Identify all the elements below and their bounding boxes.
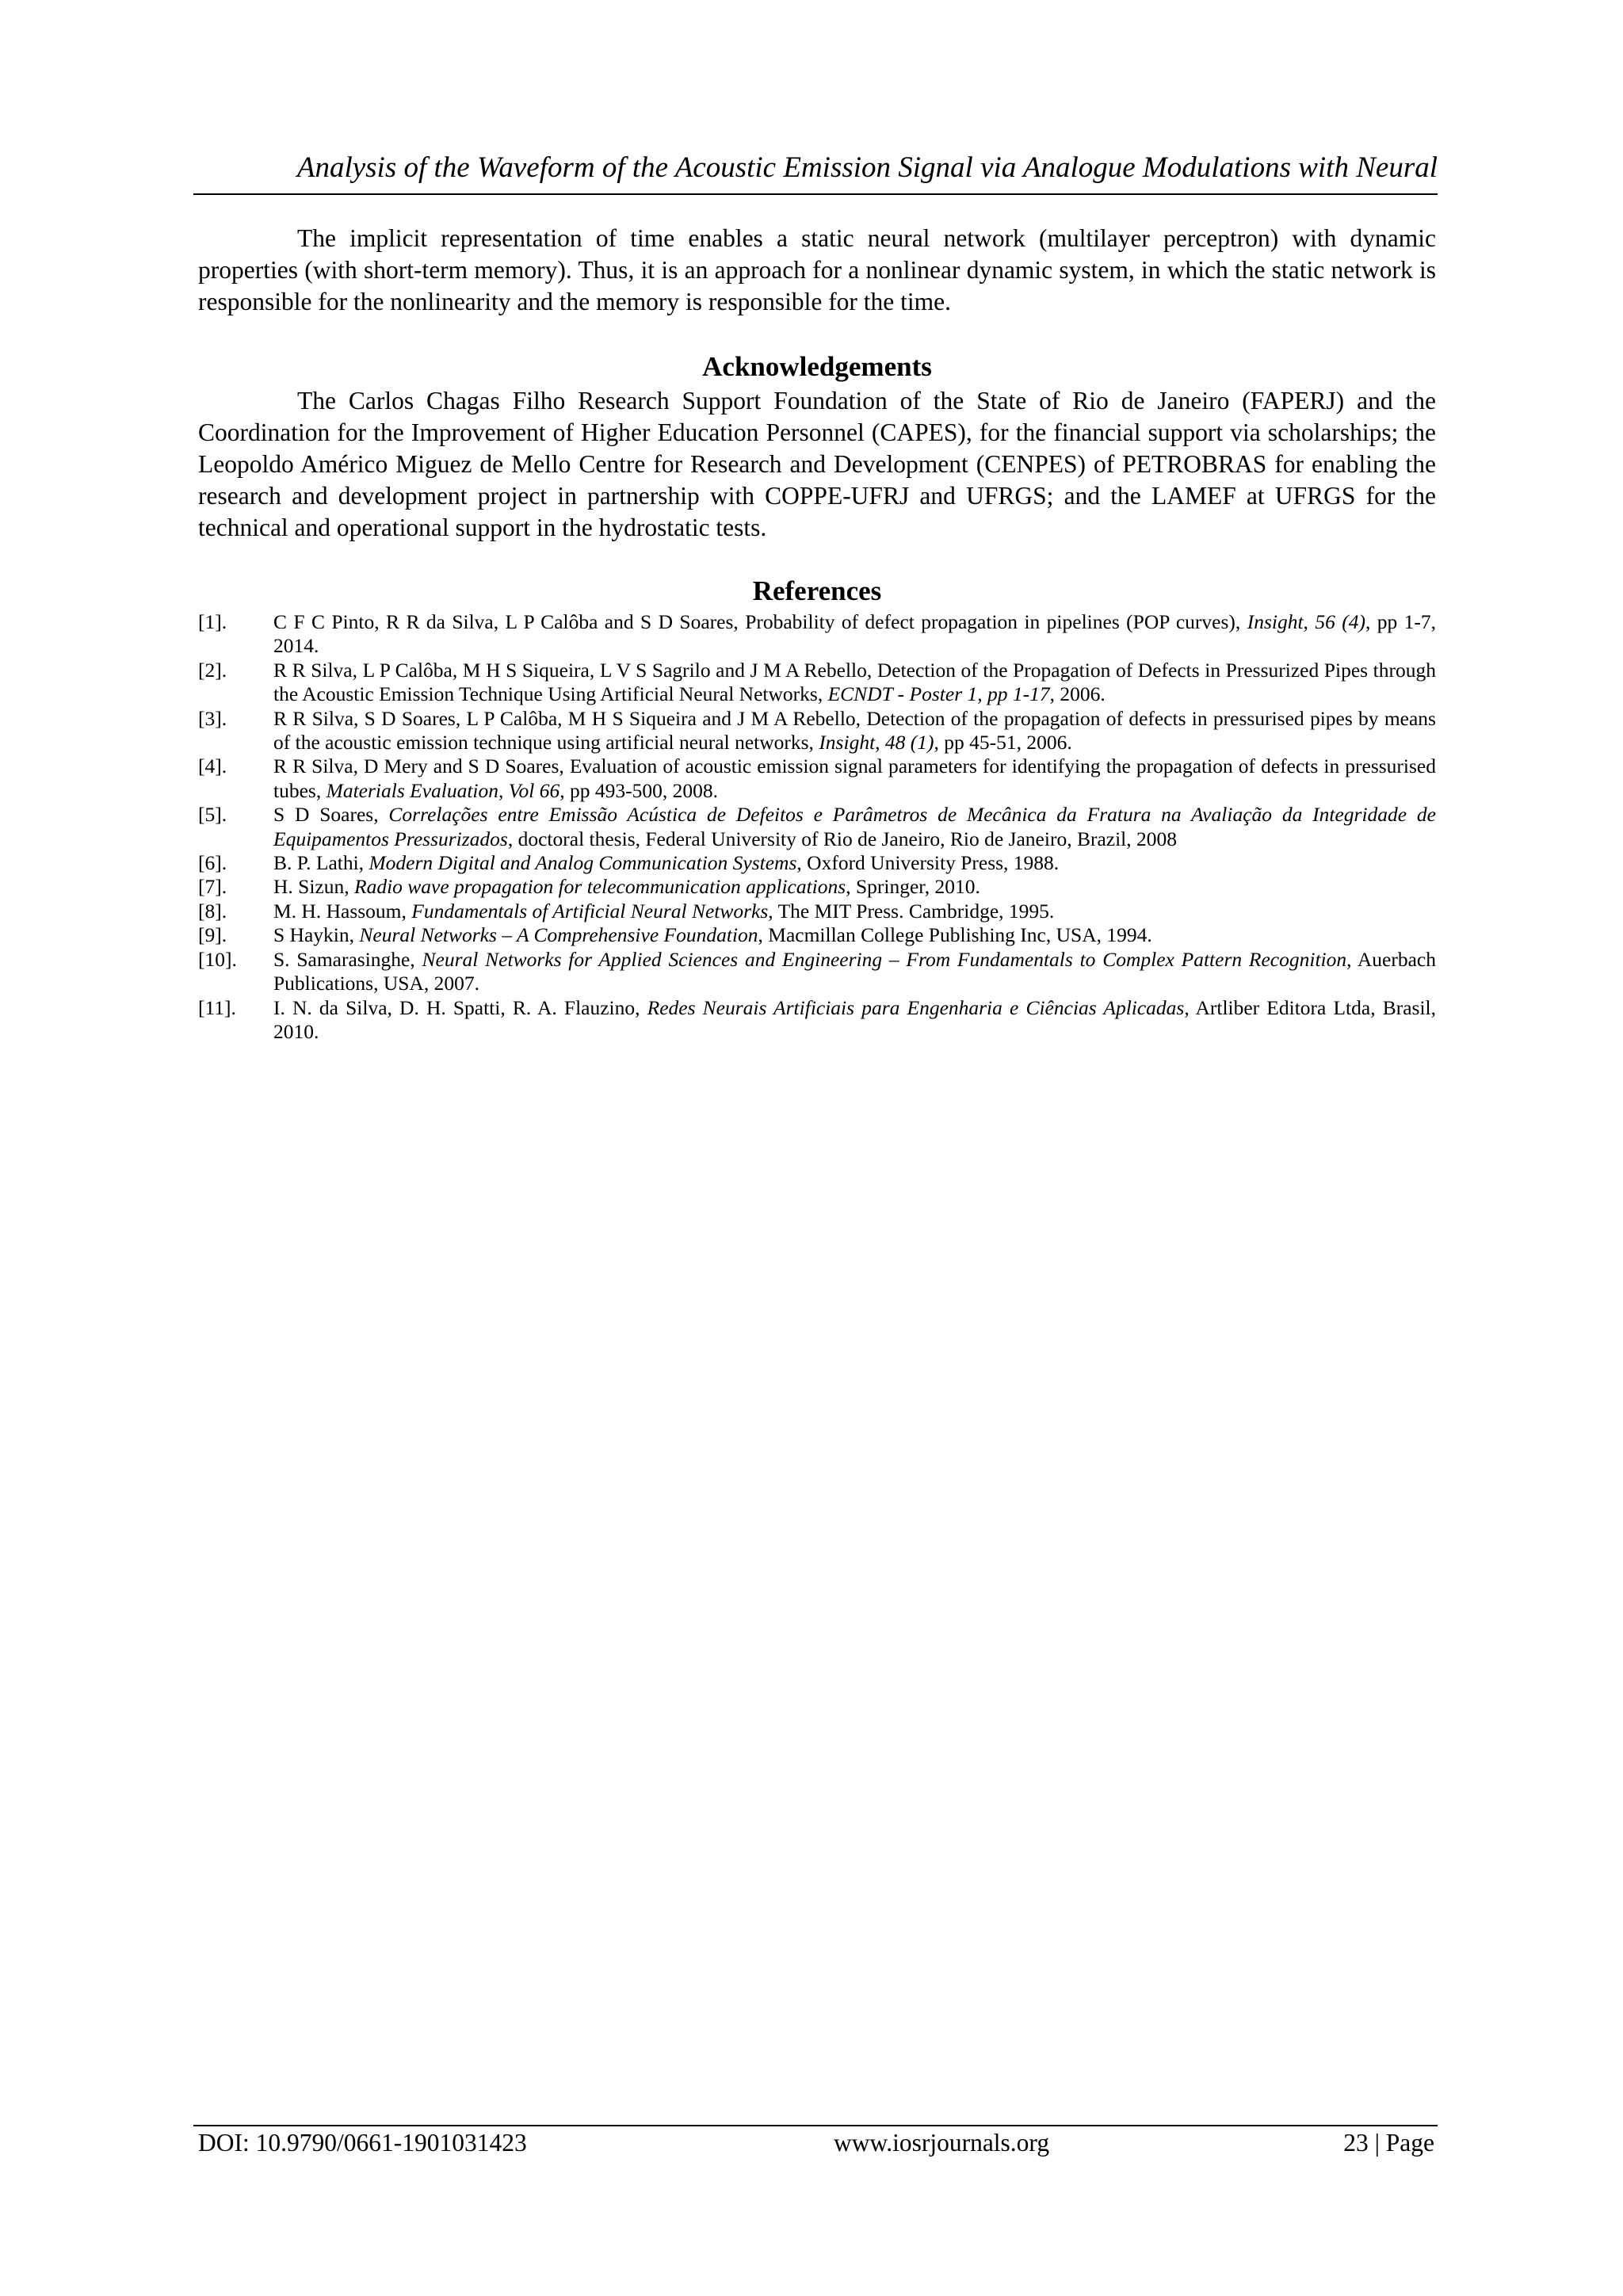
reference-item: [198, 948, 1436, 996]
reference-text: [273, 755, 1436, 803]
reference-source: Neural Networks for Applied Sciences and Engineering – From Fundamentals to Complex Pattern Recognition: [422, 947, 1347, 971]
reference-source: Neural Networks – A Comprehensive Foundation: [359, 923, 758, 947]
reference-source: Correlações entre Emissão Acústica de Defeitos e Parâmetros de Mecânica da Fratura na Avaliação da Integridade de Equipamentos Pressurizados: [273, 803, 1436, 850]
reference-text: [273, 996, 1436, 1045]
reference-number: [9].: [198, 923, 227, 947]
reference-details: , Auerbach Publications, USA, 2007.: [273, 947, 1436, 995]
reference-text: [273, 900, 1436, 923]
reference-source: Insight, 56 (4): [1247, 610, 1365, 633]
reference-source: Modern Digital and Analog Communication Systems: [369, 851, 797, 875]
reference-item: [198, 755, 1436, 803]
reference-item: [198, 875, 1436, 899]
body-paragraph: The implicit representation of time enables a static neural network (multilayer perceptron) with dynamic properties (with short-term memory). Thus, it is an approach for a nonlinear dynamic system, in which the static network is responsible for the nonlinearity and the memory is responsible for the time.: [198, 224, 1436, 315]
reference-authors-title: I. N. da Silva, D. H. Spatti, R. A. Flauzino,: [273, 995, 647, 1019]
reference-item: [198, 610, 1436, 659]
reference-details: , doctoral thesis, Federal University of Rio de Janeiro, Rio de Janeiro, Brazil, 2008: [507, 827, 1177, 850]
reference-details: , Oxford University Press, 1988.: [796, 851, 1060, 875]
reference-item: [198, 803, 1436, 851]
reference-item: [198, 900, 1436, 923]
reference-number: [6].: [198, 851, 227, 875]
reference-authors-title: R R Silva, D Mery and S D Soares, Evaluation of acoustic emission signal parameters for identifying the propagation of defects in pressurised tubes,: [273, 755, 1436, 802]
reference-item: [198, 923, 1436, 947]
reference-details: , 2006.: [1049, 682, 1106, 706]
reference-details: , Macmillan College Publishing Inc, USA, 1994.: [758, 923, 1152, 947]
reference-source: Insight, 48 (1): [819, 731, 934, 755]
reference-text: [273, 610, 1436, 659]
reference-details: , pp 45-51, 2006.: [934, 731, 1072, 755]
reference-authors-title: R R Silva, L P Calôba, M H S Siqueira, L V S Sagrilo and J M A Rebello, Detection of the Propagation of Defects in Pressurized Pipes through the Acoustic Emission Technique Using Artificial Neural Networks,: [273, 658, 1436, 706]
reference-item: [198, 659, 1436, 707]
reference-authors-title: M. H. Hassoum,: [273, 899, 412, 923]
reference-text: [273, 923, 1436, 947]
reference-source: Redes Neurais Artificiais para Engenharia e Ciências Aplicadas: [647, 995, 1185, 1019]
reference-text: [273, 659, 1436, 707]
reference-source: ECNDT - Poster 1, pp 1-17: [827, 682, 1050, 706]
reference-text: [273, 875, 1436, 899]
reference-authors-title: S D Soares,: [273, 803, 389, 827]
reference-list: [198, 610, 1436, 1044]
reference-item: [198, 851, 1436, 875]
reference-details: , The MIT Press. Cambridge, 1995.: [768, 899, 1055, 923]
reference-number: [11].: [198, 995, 236, 1019]
reference-number: [10].: [198, 947, 237, 971]
reference-authors-title: S Haykin,: [273, 923, 360, 947]
reference-authors-title: R R Silva, S D Soares, L P Calôba, M H S Siqueira and J M A Rebello, Detection of the propagation of defects in pressurised pipes by means of the acoustic emission technique using artificial neural networks,: [273, 706, 1436, 755]
reference-details: , pp 493-500, 2008.: [559, 778, 718, 802]
reference-text: [273, 948, 1436, 996]
reference-item: [198, 707, 1436, 755]
reference-number: [2].: [198, 658, 227, 682]
acknowledgements-paragraph: The Carlos Chagas Filho Research Support Foundation of the State of Rio de Janeiro (FAPERJ) and the Coordination for the Improvement of Higher Education Personnel (CAPES), for the financial support via scholarships; the Leopoldo Américo Miguez de Mello Centre for Research and Development (CENPES) of PETROBRAS for enabling the research and development project in partnership with COPPE-UFRJ and UFRGS; and the LAMEF at UFRGS for the technical and operational support in the hydrostatic tests.: [198, 387, 1436, 541]
reference-source: Fundamentals of Artificial Neural Networks: [411, 899, 769, 923]
reference-details: , pp 1-7, 2014.: [273, 610, 1436, 658]
acknowledgements-heading: Acknowledgements: [702, 351, 932, 382]
reference-number: [7].: [198, 875, 227, 899]
reference-text: [273, 803, 1436, 851]
footer-page-number: 23 | Page: [1343, 2129, 1434, 2157]
reference-text: [273, 707, 1436, 755]
reference-source: Materials Evaluation, Vol 66: [326, 778, 560, 802]
reference-item: [198, 996, 1436, 1045]
reference-text: [273, 851, 1436, 875]
reference-number: [5].: [198, 803, 227, 827]
reference-authors-title: H. Sizun,: [273, 875, 354, 899]
reference-details: , Springer, 2010.: [846, 875, 980, 899]
reference-number: [4].: [198, 755, 227, 778]
footer-website: www.iosrjournals.org: [834, 2129, 1050, 2157]
reference-number: [3].: [198, 706, 227, 730]
footer-rule: [193, 2125, 1438, 2126]
reference-authors-title: S. Samarasinghe,: [273, 947, 422, 971]
reference-number: [1].: [198, 610, 227, 633]
reference-number: [8].: [198, 899, 227, 923]
reference-source: Radio wave propagation for telecommunication applications: [354, 875, 846, 899]
header-rule: [193, 193, 1438, 195]
footer-doi: DOI: 10.9790/0661-1901031423: [198, 2129, 527, 2157]
reference-details: , Artliber Editora Ltda, Brasil, 2010.: [273, 995, 1437, 1043]
references-heading: References: [752, 575, 882, 606]
reference-authors-title: C F C Pinto, R R da Silva, L P Calôba and S D Soares, Probability of defect propagation in pipelines (POP curves),: [273, 610, 1247, 633]
reference-authors-title: B. P. Lathi,: [273, 851, 369, 875]
running-header-title: Analysis of the Waveform of the Acoustic Emission Signal via Analogue Modulations with Neural: [296, 151, 1438, 184]
